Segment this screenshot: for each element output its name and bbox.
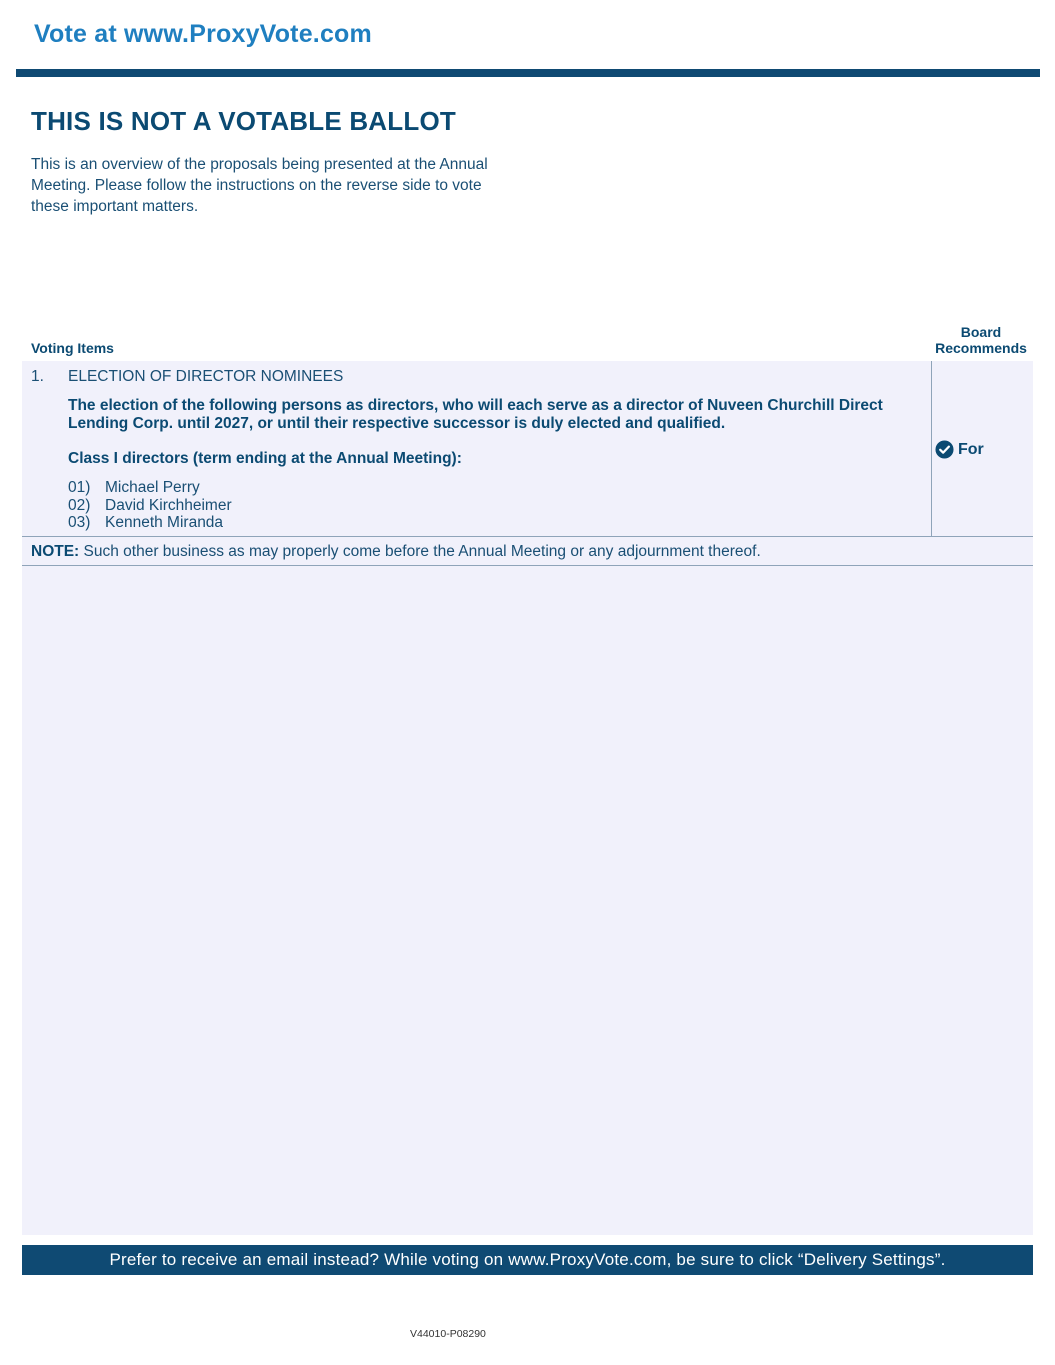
check-circle-icon: [935, 440, 954, 459]
note-divider: [22, 565, 1033, 566]
recommendation-label: For: [958, 440, 984, 458]
note-text: [31, 543, 761, 561]
board-header-line1: Board: [960, 324, 1002, 340]
document-code: V44010-P08290: [410, 1328, 486, 1340]
note-label: NOTE:: [31, 543, 80, 560]
row-divider: [22, 536, 1033, 537]
board-recommendation: [935, 440, 984, 459]
nominee-name: Kenneth Miranda: [105, 514, 224, 531]
top-divider: [16, 69, 1040, 77]
nominee-number: 03): [68, 514, 91, 531]
voting-items-header: Voting Items: [31, 340, 114, 356]
nominee-number: 02): [68, 496, 91, 514]
nominee-list: [68, 479, 232, 532]
board-header-line2: Recommends: [935, 340, 1027, 356]
intro-text: This is an overview of the proposals being presented at the Annual Meeting. Please follow the instructions on the reverse side to vote these important matters.: [31, 156, 488, 215]
email-delivery-banner: [22, 1245, 1033, 1275]
nominee-item: [68, 479, 232, 497]
nominee-item: [68, 497, 232, 515]
email-delivery-text: Prefer to receive an email instead? While voting on www.ProxyVote.com, be sure to click “Delivery Settings”.: [109, 1250, 946, 1269]
column-divider: [931, 361, 932, 536]
nominee-name: Michael Perry: [105, 479, 200, 496]
page-title: THIS IS NOT A VOTABLE BALLOT: [31, 106, 456, 136]
item-class-label: Class I directors (term ending at the Annual Meeting):: [68, 450, 462, 467]
vote-website-header: Vote at www.ProxyVote.com: [34, 20, 372, 48]
note-body: Such other business as may properly come before the Annual Meeting or any adjournment thereof.: [79, 543, 761, 560]
item-number: 1.: [31, 368, 44, 385]
board-recommends-header: [926, 324, 1036, 356]
item-description: The election of the following persons as directors, who will each serve as a director of Nuveen Churchill Direct Lending Corp. until 2027, or until their respective successor is duly elected and qualified.: [68, 397, 883, 432]
nominee-name: David Kirchheimer: [105, 496, 232, 514]
nominee-number: 01): [68, 479, 91, 496]
nominee-item: [68, 514, 232, 532]
item-title: ELECTION OF DIRECTOR NOMINEES: [68, 368, 344, 385]
